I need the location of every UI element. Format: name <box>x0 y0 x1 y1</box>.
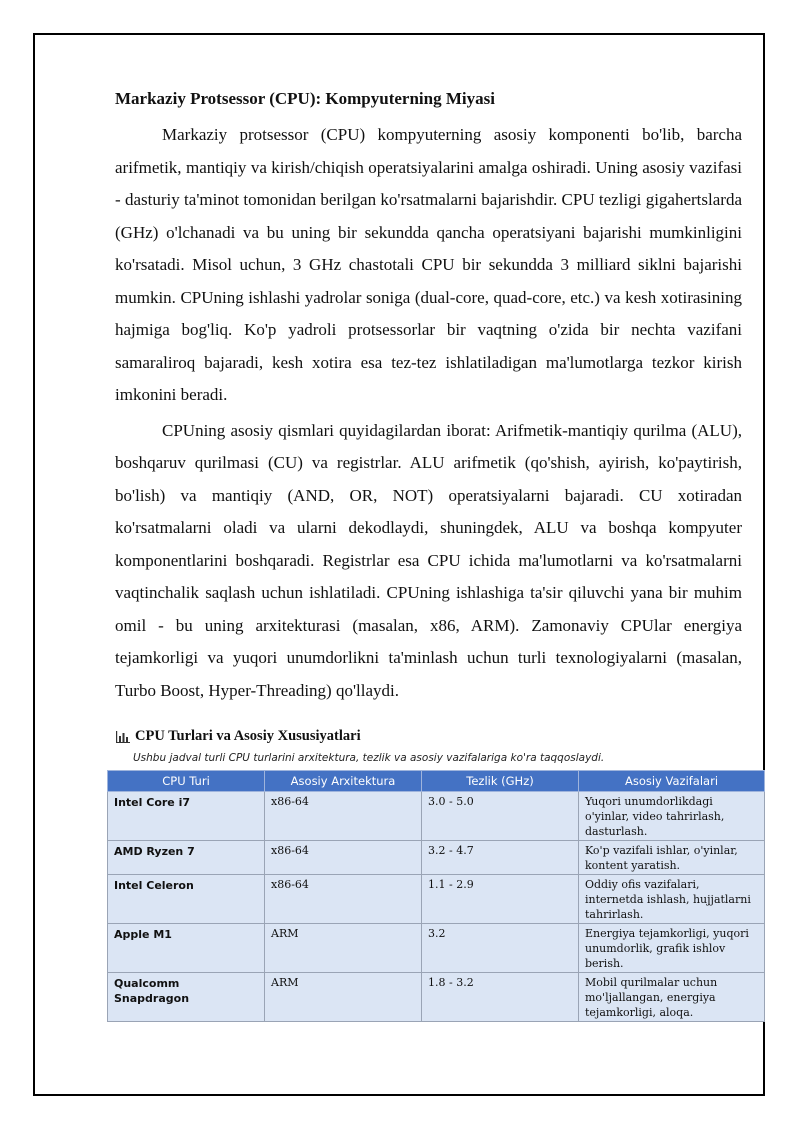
tasks-cell: Energiya tejamkorligi, yuqori unumdorlik, grafik ishlov berish. <box>579 924 765 973</box>
speed-cell: 3.2 <box>422 924 579 973</box>
architecture-cell: x86-64 <box>265 792 422 841</box>
table-row <box>108 792 765 841</box>
architecture-cell: ARM <box>265 924 422 973</box>
cpu-table <box>107 770 765 1022</box>
table-row <box>108 841 765 875</box>
cpu-name-cell: Apple M1 <box>108 924 265 973</box>
cpu-name-cell: Qualcomm Snapdragon <box>108 973 265 1022</box>
cpu-name-cell: AMD Ryzen 7 <box>108 841 265 875</box>
tasks-cell: Yuqori unumdorlikdagi o'yinlar, video tahrirlash, dasturlash. <box>579 792 765 841</box>
tasks-cell: Mobil qurilmalar uchun mo'ljallangan, energiya tejamkorligi, aloqa. <box>579 973 765 1022</box>
table-row <box>108 924 765 973</box>
cpu-name-cell: Intel Core i7 <box>108 792 265 841</box>
column-header: Tezlik (GHz) <box>422 771 579 792</box>
tasks-cell: Ko'p vazifali ishlar, o'yinlar, kontent yaratish. <box>579 841 765 875</box>
speed-cell: 3.2 - 4.7 <box>422 841 579 875</box>
speed-cell: 1.1 - 2.9 <box>422 875 579 924</box>
table-row <box>108 875 765 924</box>
table-caption: Ushbu jadval turli CPU turlarini arxitektura, tezlik va asosiy vazifalariga ko'ra taqqoslaydi. <box>133 752 605 764</box>
table-heading-text: CPU Turlari va Asosiy Xususiyatlari <box>135 728 361 744</box>
column-header: CPU Turi <box>108 771 265 792</box>
paragraph: CPUning asosiy qismlari quyidagilardan iborat: Arifmetik-mantiqiy qurilma (ALU), boshqaruv qurilmasi (CU) va registrlar. ALU arifmetik (qo'shish, ayirish, ko'paytirish, bo'lish) va mantiqiy (AND, OR, NOT) operatsiyalarni bajaradi. CU xotiradan ko'rsatmalarni oladi va ularni dekodlaydi, shuningdek, ALU va boshqa kompyuter komponentlarini boshqaradi. Registrlar esa CPU ichida ma'lumotlarni va ko'rsatmalarni vaqtinchalik saqlash uchun ishlatiladi. CPUning ishlashiga ta'sir qiluvchi yana bir muhim omil - bu uning arxitekturasi (masalan, x86, ARM). Zamonaviy CPUlar energiya tejamkorligi va yuqori unumdorlikni ta'minlash uchun turli texnologiyalarni (masalan, Turbo Boost, Hyper-Threading) qo'llaydi. <box>115 420 742 700</box>
table-row <box>108 973 765 1022</box>
column-header: Asosiy Arxitektura <box>265 771 422 792</box>
column-header: Asosiy Vazifalari <box>579 771 765 792</box>
bar-chart-icon <box>115 730 131 742</box>
paragraph: Markaziy protsessor (CPU) kompyuterning asosiy komponenti bo'lib, barcha arifmetik, mantiqiy va kirish/chiqish operatsiyalarini amalga oshiradi. Uning asosiy vazifasi - dasturiy ta'minot tomonidan berilgan ko'rsatmalarni bajarishdir. CPU tezligi gigahertslarda (GHz) o'lchanadi va bu uning bir sekundda qancha operatsiyani bajarishi mumkinligini ko'rsatadi. Misol uchun, 3 GHz chastotali CPU bir sekundda 3 milliard siklni bajarishi mumkin. CPUning ishlashi yadrolar soniga (dual-core, quad-core, etc.) va kesh xotirasining hajmiga bog'liq. Ko'p yadroli protsessorlar bir vaqtning o'zida bir nechta vazifani samaraliroq bajaradi, kesh xotira esa tez-tez ishlatiladigan ma'lumotlarga tezkor kirish imkonini beradi. <box>115 125 742 404</box>
speed-cell: 3.0 - 5.0 <box>422 792 579 841</box>
architecture-cell: ARM <box>265 973 422 1022</box>
document-body <box>114 88 751 1022</box>
document-title: Markaziy Protsessor (CPU): Kompyuterning Miyasi <box>115 89 495 108</box>
tasks-cell: Oddiy ofis vazifalari, internetda ishlash, hujjatlarni tahrirlash. <box>579 875 765 924</box>
table-header-row <box>108 771 765 792</box>
architecture-cell: x86-64 <box>265 875 422 924</box>
architecture-cell: x86-64 <box>265 841 422 875</box>
speed-cell: 1.8 - 3.2 <box>422 973 579 1022</box>
table-heading <box>115 727 742 745</box>
cpu-name-cell: Intel Celeron <box>108 875 265 924</box>
